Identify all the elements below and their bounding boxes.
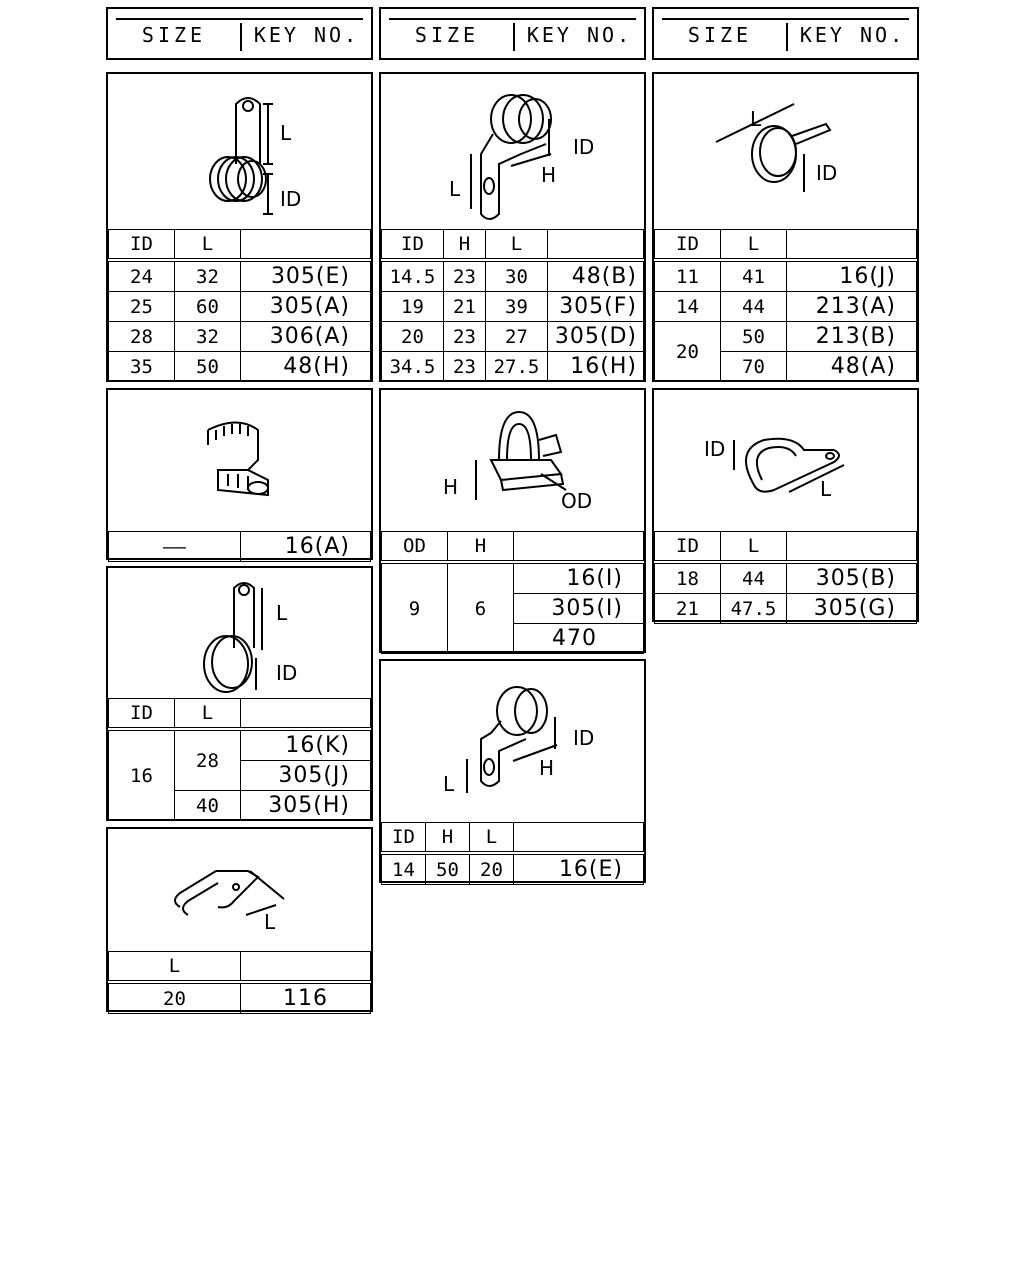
cell-key: 48(H) bbox=[241, 352, 371, 382]
col-id: ID bbox=[382, 230, 444, 261]
label-id: ID bbox=[573, 726, 595, 750]
table-row bbox=[109, 322, 371, 352]
cell-id: 25 bbox=[109, 292, 175, 322]
cell-key: 470 bbox=[514, 624, 644, 654]
col-h: H bbox=[444, 230, 486, 261]
table-row bbox=[109, 982, 371, 1014]
col-key bbox=[514, 823, 644, 854]
cell-l: 60 bbox=[175, 292, 241, 322]
cell-id: 19 bbox=[382, 292, 444, 322]
cell-key: 213(A) bbox=[787, 292, 917, 322]
size-header: SIZE bbox=[687, 23, 753, 47]
cell-h: 21 bbox=[444, 292, 486, 322]
col-id: ID bbox=[109, 230, 175, 261]
col-key bbox=[514, 532, 644, 563]
push-mount-clip-drawing bbox=[381, 390, 644, 531]
cell-key: 305(F) bbox=[548, 292, 644, 322]
table-row bbox=[382, 292, 644, 322]
key-no-header: KEY NO. bbox=[253, 23, 360, 47]
col-key bbox=[241, 230, 371, 261]
cell-id: 21 bbox=[655, 594, 721, 624]
header-col-1 bbox=[106, 7, 373, 60]
panel8-table bbox=[381, 822, 644, 885]
cell-l: 27 bbox=[486, 322, 548, 352]
col-key bbox=[241, 699, 371, 730]
key-no-header: KEY NO. bbox=[526, 23, 633, 47]
col-key bbox=[787, 230, 917, 261]
table-header-row bbox=[382, 532, 644, 563]
table-row bbox=[382, 322, 644, 352]
cell-id: 16 bbox=[109, 729, 175, 821]
col-l: L bbox=[721, 532, 787, 563]
col-h: H bbox=[426, 823, 470, 854]
table-row bbox=[109, 260, 371, 292]
cell-key: 305(I) bbox=[514, 594, 644, 624]
panel5-table bbox=[381, 531, 644, 654]
cell-id: 20 bbox=[382, 322, 444, 352]
cell-l: 47.5 bbox=[721, 594, 787, 624]
hook-clip-drawing bbox=[108, 829, 371, 951]
table-header-row bbox=[109, 699, 371, 730]
cell-id: 14 bbox=[382, 853, 426, 885]
label-l: L bbox=[276, 601, 288, 625]
panel-hook-clip bbox=[106, 827, 373, 1012]
cell-l: 40 bbox=[175, 791, 241, 821]
cell-key: 16(I) bbox=[514, 562, 644, 594]
label-id: ID bbox=[816, 161, 838, 185]
cell-size: —— bbox=[109, 532, 241, 562]
p-clip-drawing bbox=[654, 390, 917, 531]
header-col-2 bbox=[379, 7, 646, 60]
panel2-table bbox=[381, 229, 644, 382]
cell-id: 14 bbox=[655, 292, 721, 322]
cell-l: 20 bbox=[470, 853, 514, 885]
cell-key: 116 bbox=[241, 982, 371, 1014]
label-id: ID bbox=[276, 661, 298, 685]
cell-key: 305(D) bbox=[548, 322, 644, 352]
offset-clamp-drawing bbox=[381, 74, 644, 229]
label-h: H bbox=[539, 756, 555, 780]
col-id: ID bbox=[382, 823, 426, 854]
panel-clamp-tab bbox=[106, 72, 373, 382]
table-row bbox=[382, 853, 644, 885]
col-id: ID bbox=[109, 699, 175, 730]
panel-p-clip bbox=[652, 388, 919, 622]
label-h: H bbox=[443, 475, 459, 499]
panel-single-clamp bbox=[106, 566, 373, 821]
cell-key: 16(H) bbox=[548, 352, 644, 382]
label-l: L bbox=[280, 121, 292, 145]
col-id: ID bbox=[655, 532, 721, 563]
panel3-table bbox=[654, 229, 917, 382]
table-row bbox=[382, 562, 644, 594]
ring-clamp-drawing bbox=[654, 74, 917, 229]
col-key bbox=[241, 952, 371, 983]
col-l: L bbox=[175, 699, 241, 730]
cell-id: 34.5 bbox=[382, 352, 444, 382]
cell-l: 70 bbox=[721, 352, 787, 382]
cell-key: 16(J) bbox=[787, 260, 917, 292]
table-header-row bbox=[109, 952, 371, 983]
table-header-row bbox=[655, 532, 917, 563]
table-row bbox=[655, 322, 917, 352]
cell-key: 305(A) bbox=[241, 292, 371, 322]
key-no-header: KEY NO. bbox=[799, 23, 906, 47]
cell-l: 27.5 bbox=[486, 352, 548, 382]
cell-key: 48(B) bbox=[548, 260, 644, 292]
table-row bbox=[109, 729, 371, 761]
table-row bbox=[109, 532, 371, 562]
cell-id: 11 bbox=[655, 260, 721, 292]
cell-l: 39 bbox=[486, 292, 548, 322]
col-l: L bbox=[486, 230, 548, 261]
cell-h: 23 bbox=[444, 352, 486, 382]
col-l: L bbox=[109, 952, 241, 983]
size-header: SIZE bbox=[414, 23, 480, 47]
table-row bbox=[109, 292, 371, 322]
table-row bbox=[655, 260, 917, 292]
panel1-table bbox=[108, 229, 371, 382]
table-header-row bbox=[655, 230, 917, 261]
label-l: L bbox=[750, 107, 762, 131]
panel-offset-clamp bbox=[379, 72, 646, 382]
table-row bbox=[655, 562, 917, 594]
cell-key: 305(B) bbox=[787, 562, 917, 594]
col-key bbox=[787, 532, 917, 563]
panel-ring-clamp bbox=[652, 72, 919, 382]
col-l: L bbox=[175, 230, 241, 261]
label-l: L bbox=[443, 772, 455, 796]
panel-cable-clip bbox=[106, 388, 373, 560]
panel4-table bbox=[108, 531, 371, 562]
cell-l: 50 bbox=[175, 352, 241, 382]
col-h: H bbox=[448, 532, 514, 563]
cell-id: 35 bbox=[109, 352, 175, 382]
single-clamp-drawing bbox=[108, 568, 371, 698]
size-header: SIZE bbox=[141, 23, 207, 47]
cell-key: 16(E) bbox=[514, 853, 644, 885]
header-col-3 bbox=[652, 7, 919, 60]
cell-key: 305(J) bbox=[241, 761, 371, 791]
cell-l: 50 bbox=[721, 322, 787, 352]
col-od: OD bbox=[382, 532, 448, 563]
cell-l: 44 bbox=[721, 292, 787, 322]
cell-h: 6 bbox=[448, 562, 514, 654]
table-row bbox=[382, 352, 644, 382]
label-id: ID bbox=[704, 437, 726, 461]
col-key bbox=[548, 230, 644, 261]
table-header-row bbox=[382, 230, 644, 261]
cell-od: 9 bbox=[382, 562, 448, 654]
table-row bbox=[655, 292, 917, 322]
offset-single-clamp-drawing bbox=[381, 661, 644, 822]
label-l: L bbox=[449, 177, 461, 201]
table-row bbox=[109, 352, 371, 382]
cell-key: 305(H) bbox=[241, 791, 371, 821]
cell-id: 14.5 bbox=[382, 260, 444, 292]
col-l: L bbox=[470, 823, 514, 854]
cell-l: 30 bbox=[486, 260, 548, 292]
cell-h: 23 bbox=[444, 260, 486, 292]
table-row bbox=[382, 260, 644, 292]
panel7-table bbox=[108, 698, 371, 821]
table-header-row bbox=[109, 230, 371, 261]
label-id: ID bbox=[280, 187, 302, 211]
cell-id: 24 bbox=[109, 260, 175, 292]
label-l: L bbox=[820, 477, 832, 501]
panel6-table bbox=[654, 531, 917, 624]
cell-l: 20 bbox=[109, 982, 241, 1014]
cell-key: 213(B) bbox=[787, 322, 917, 352]
cell-l: 41 bbox=[721, 260, 787, 292]
cell-key: 306(A) bbox=[241, 322, 371, 352]
cable-clip-drawing bbox=[108, 390, 371, 531]
cell-key: 48(A) bbox=[787, 352, 917, 382]
label-h: H bbox=[541, 163, 557, 187]
panel9-table bbox=[108, 951, 371, 1014]
col-id: ID bbox=[655, 230, 721, 261]
cell-l: 44 bbox=[721, 562, 787, 594]
clamp-tab-drawing bbox=[108, 74, 371, 229]
cell-h: 23 bbox=[444, 322, 486, 352]
cell-id: 28 bbox=[109, 322, 175, 352]
cell-key: 16(K) bbox=[241, 729, 371, 761]
label-id: ID bbox=[573, 135, 595, 159]
col-l: L bbox=[721, 230, 787, 261]
cell-h: 50 bbox=[426, 853, 470, 885]
panel-push-mount-clip bbox=[379, 388, 646, 653]
cell-id: 18 bbox=[655, 562, 721, 594]
cell-l: 32 bbox=[175, 260, 241, 292]
cell-key: 305(E) bbox=[241, 260, 371, 292]
label-od: OD bbox=[561, 489, 593, 513]
cell-id: 20 bbox=[655, 322, 721, 382]
cell-key: 305(G) bbox=[787, 594, 917, 624]
cell-key: 16(A) bbox=[241, 532, 371, 562]
cell-l: 28 bbox=[175, 729, 241, 791]
label-l: L bbox=[264, 910, 276, 934]
panel-offset-single-clamp bbox=[379, 659, 646, 883]
cell-l: 32 bbox=[175, 322, 241, 352]
table-row bbox=[655, 594, 917, 624]
table-header-row bbox=[382, 823, 644, 854]
